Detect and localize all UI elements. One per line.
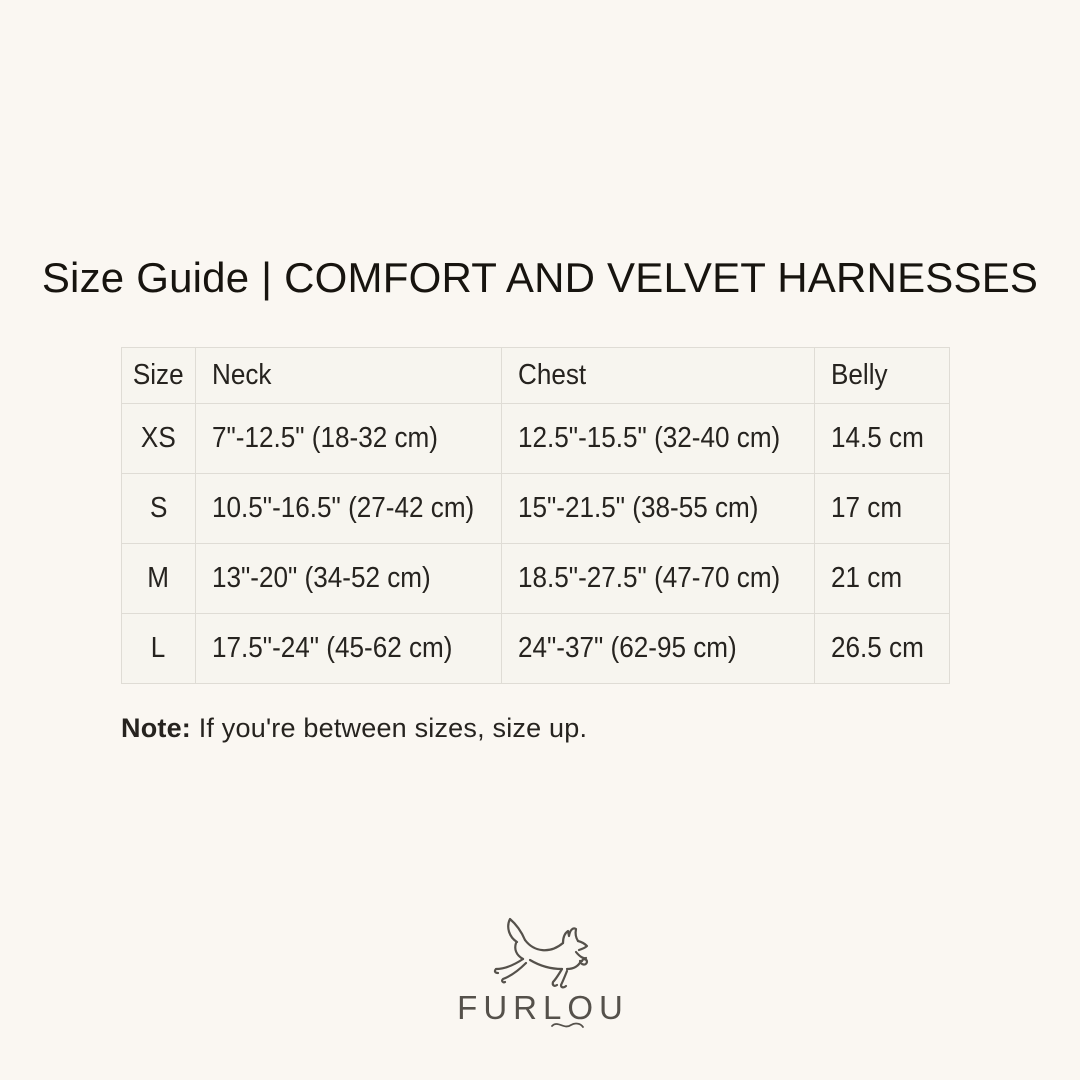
- size-cell: XS: [122, 404, 196, 474]
- brand-wordmark: FURLOU: [457, 989, 629, 1026]
- neck-cell: 17.5"-24" (45-62 cm): [196, 614, 502, 684]
- table-row: [122, 614, 950, 684]
- chest-cell: 24"-37" (62-95 cm): [502, 614, 815, 684]
- belly-cell: 14.5 cm: [815, 404, 950, 474]
- neck-cell: 13"-20" (34-52 cm): [196, 544, 502, 614]
- size-cell: L: [122, 614, 196, 684]
- wordmark-swash-icon: [550, 1021, 590, 1031]
- chest-cell: 12.5"-15.5" (32-40 cm): [502, 404, 815, 474]
- neck-cell: 7"-12.5" (18-32 cm): [196, 404, 502, 474]
- table-row: [122, 544, 950, 614]
- table-row: [122, 474, 950, 544]
- belly-cell: 26.5 cm: [815, 614, 950, 684]
- page-title: Size Guide | COMFORT AND VELVET HARNESSES: [41, 254, 1039, 301]
- size-cell: S: [122, 474, 196, 544]
- belly-cell: 17 cm: [815, 474, 950, 544]
- chest-cell: 15"-21.5" (38-55 cm): [502, 474, 815, 544]
- sizing-note: [121, 713, 587, 744]
- table-row: [122, 404, 950, 474]
- neck-cell: 10.5"-16.5" (27-42 cm): [196, 474, 502, 544]
- table-header-row: [122, 348, 950, 404]
- size-cell: M: [122, 544, 196, 614]
- belly-cell: 21 cm: [815, 544, 950, 614]
- note-label: Note:: [121, 713, 191, 743]
- header-chest: Chest: [502, 348, 815, 404]
- size-guide-table: [121, 347, 950, 684]
- header-size: Size: [122, 348, 196, 404]
- jumping-dog-line-art-icon: [485, 911, 595, 991]
- header-belly: Belly: [815, 348, 950, 404]
- chest-cell: 18.5"-27.5" (47-70 cm): [502, 544, 815, 614]
- header-neck: Neck: [196, 348, 502, 404]
- note-text: If you're between sizes, size up.: [191, 713, 588, 743]
